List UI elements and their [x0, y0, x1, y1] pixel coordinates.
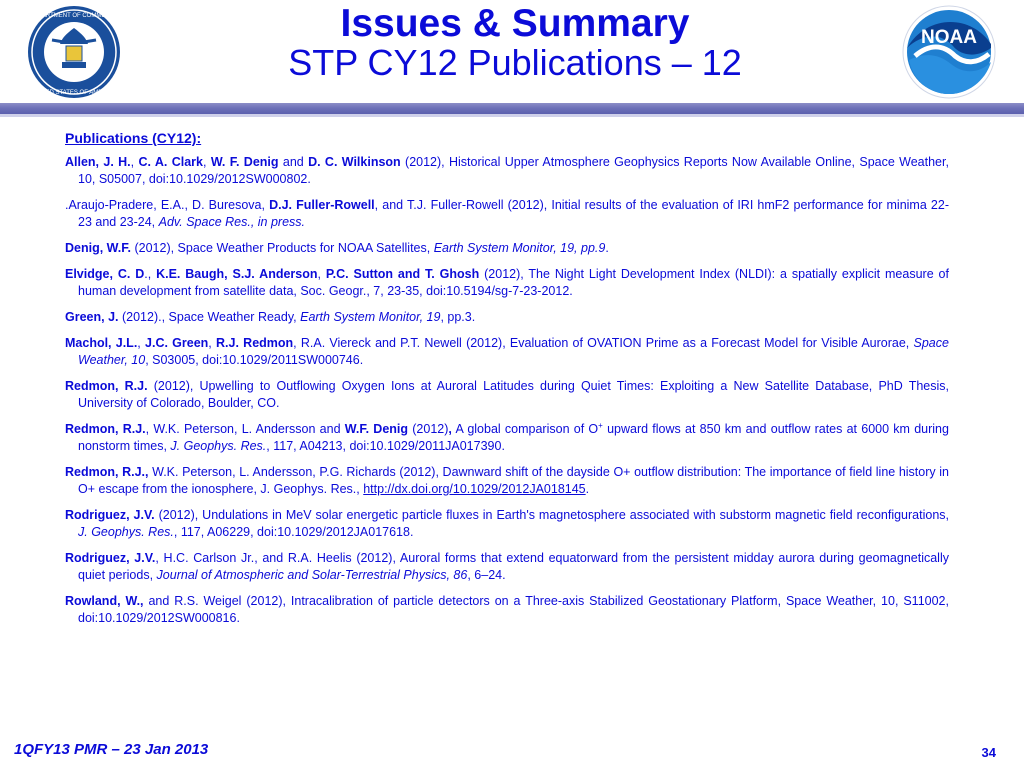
author: Denig, W.F. [65, 241, 131, 255]
journal: Space Weather, 10 [78, 336, 949, 367]
author: D.J. Fuller-Rowell [269, 198, 375, 212]
author: Rodriguez, J.V. [65, 508, 155, 522]
separator: , [155, 551, 159, 565]
author: J.C. Green [145, 336, 209, 350]
citation-text: A global comparison of O [455, 422, 599, 436]
author: R.J. Redmon [216, 336, 294, 350]
list-item [65, 378, 949, 412]
author: Redmon, R.J. [65, 379, 148, 393]
citation-text: . [585, 482, 590, 496]
citation-text: , W.K. Peterson, L. Andersson and [145, 422, 341, 436]
doi-link[interactable]: http://dx.doi.org/10.1029/2012JA018145 [363, 482, 586, 496]
author: Redmon, R.J., [65, 465, 149, 479]
author: Machol, J.L. [65, 336, 138, 350]
journal: Adv. Space Res., in press. [158, 215, 306, 229]
author: D. C. Wilkinson [308, 155, 401, 169]
svg-text:DEPARTMENT OF COMMERCE: DEPARTMENT OF COMMERCE [29, 13, 119, 19]
separator: ., [144, 267, 152, 281]
slide-title-block [130, 4, 900, 81]
author: Elvidge, C. D [65, 267, 145, 281]
page-number: 34 [981, 745, 996, 760]
author: K.E. Baugh, S.J. Anderson [156, 267, 318, 281]
slide-title: Issues & Summary [340, 2, 690, 45]
separator: , [208, 336, 212, 350]
svg-text:UNITED STATES OF AMERICA: UNITED STATES OF AMERICA [31, 90, 117, 96]
footer-label: 1QFY13 PMR – 23 Jan 2013 [14, 741, 209, 758]
superscript: + [598, 420, 603, 430]
doc-seal-logo [22, 4, 126, 100]
citation-text: (2012), The Night Light Development Index (NLDI): a spatially explicit measure of human development from satellite data, Soc. Geogr., 7, 23-35, doi:10.5194/sg-7-23-2012. [78, 267, 949, 298]
journal: Earth System Monitor, 19, pp.9 [433, 241, 606, 255]
list-item [65, 335, 949, 369]
header-divider-shadow [0, 114, 1024, 117]
list-item [65, 464, 949, 498]
list-item [65, 154, 949, 188]
journal: Earth System Monitor, 19 [300, 310, 441, 324]
slide-subtitle: STP CY12 Publications – 12 [288, 41, 742, 83]
author: Green, J. [65, 310, 119, 324]
separator: , [448, 422, 452, 436]
citation-text: and R.S. Weigel (2012), Intracalibration of particle detectors on a Three-axis Stabilized Geostationary Platform, Space Weather, 10, S11002, doi:10.1029/2012SW000816. [78, 594, 949, 625]
journal: Journal of Atmospheric and Solar-Terrestrial Physics, 86 [156, 568, 468, 582]
header-divider [0, 103, 1024, 114]
author: P.C. Sutton and T. Ghosh [325, 267, 480, 281]
separator: , [317, 267, 321, 281]
citation-text: (2012)., Space Weather Ready, [121, 310, 297, 324]
list-item [65, 240, 949, 257]
author: Allen, J. H. [65, 155, 131, 169]
citation-text: , R.A. Viereck and P.T. Newell (2012), Evaluation of OVATION Prime as a Forecast Model for Visible Aurorae, [293, 336, 910, 350]
list-item [65, 197, 949, 231]
citation-text: (2012), Space Weather Products for NOAA Satellites, [134, 241, 431, 255]
author: Rowland, W., [65, 594, 144, 608]
citation-text: (2012) [412, 422, 449, 436]
svg-text:NOAA: NOAA [921, 27, 977, 48]
publications-list [65, 130, 949, 636]
list-item [65, 593, 949, 627]
citation-text: upward flows at 850 km and outflow rates at 6000 km during nonstorm times, [78, 422, 949, 453]
list-item [65, 550, 949, 584]
citation-text: , 117, A06229, doi:10.1029/2012JA017618. [173, 525, 414, 539]
publications-heading: Publications (CY12): [65, 130, 202, 146]
citation-text: (2012), Upwelling to Outflowing Oxygen Ions at Auroral Latitudes during Quiet Times: Exploiting a New Satellite Database, PhD Thesis, University of Colorado, Boulder, CO. [78, 379, 949, 410]
journal: J. Geophys. Res. [170, 439, 267, 453]
citation-text: W.K. Peterson, L. Andersson, P.G. Richards (2012), Dawnward shift of the dayside O+ outflow distribution: The importance of field line history in O+ escape from the ionosphere, J. Geophys. Res., [78, 465, 949, 496]
citation-text: (2012), Undulations in MeV solar energetic particle fluxes in Earth's magnetosphere associated with substorm magnetic field reconfigurations, [158, 508, 949, 522]
list-item [65, 421, 949, 455]
list-item [65, 266, 949, 300]
author: Redmon, R.J. [65, 422, 146, 436]
separator: and [282, 155, 304, 169]
citation-text: H.C. Carlson Jr., and R.A. Heelis (2012), Auroral forms that extend equatorward from the persistent midday aurora during geomagnetically quiet periods, [78, 551, 949, 582]
author: W. F. Denig [210, 155, 279, 169]
citation-text: , and T.J. Fuller-Rowell (2012), Initial results of the evaluation of IRI hmF2 performance for minima 22-23 and 23-24, [78, 198, 949, 229]
citation-text: .Araujo-Pradere, E.A., D. Buresova, [65, 198, 265, 212]
separator: , [130, 155, 135, 169]
citation-text: . [605, 241, 609, 255]
list-item [65, 507, 949, 541]
citation-text: , pp.3. [440, 310, 476, 324]
noaa-logo [901, 4, 997, 100]
citation-text: (2012), Historical Upper Atmosphere Geophysics Reports Now Available Online, Space Weather, 10, S05007, doi:10.1029/2012SW000802. [78, 155, 949, 186]
author: Rodriguez, J.V. [65, 551, 156, 565]
journal: J. Geophys. Res. [78, 525, 174, 539]
citation-text: , 6–24. [467, 568, 506, 582]
separator: , [202, 155, 207, 169]
separator: , [137, 336, 141, 350]
citation-text: , S03005, doi:10.1029/2011SW000746. [145, 353, 364, 367]
author: C. A. Clark [138, 155, 203, 169]
list-item [65, 309, 949, 326]
author: W.F. Denig [344, 422, 409, 436]
citation-text: , 117, A04213, doi:10.1029/2011JA017390. [266, 439, 505, 453]
